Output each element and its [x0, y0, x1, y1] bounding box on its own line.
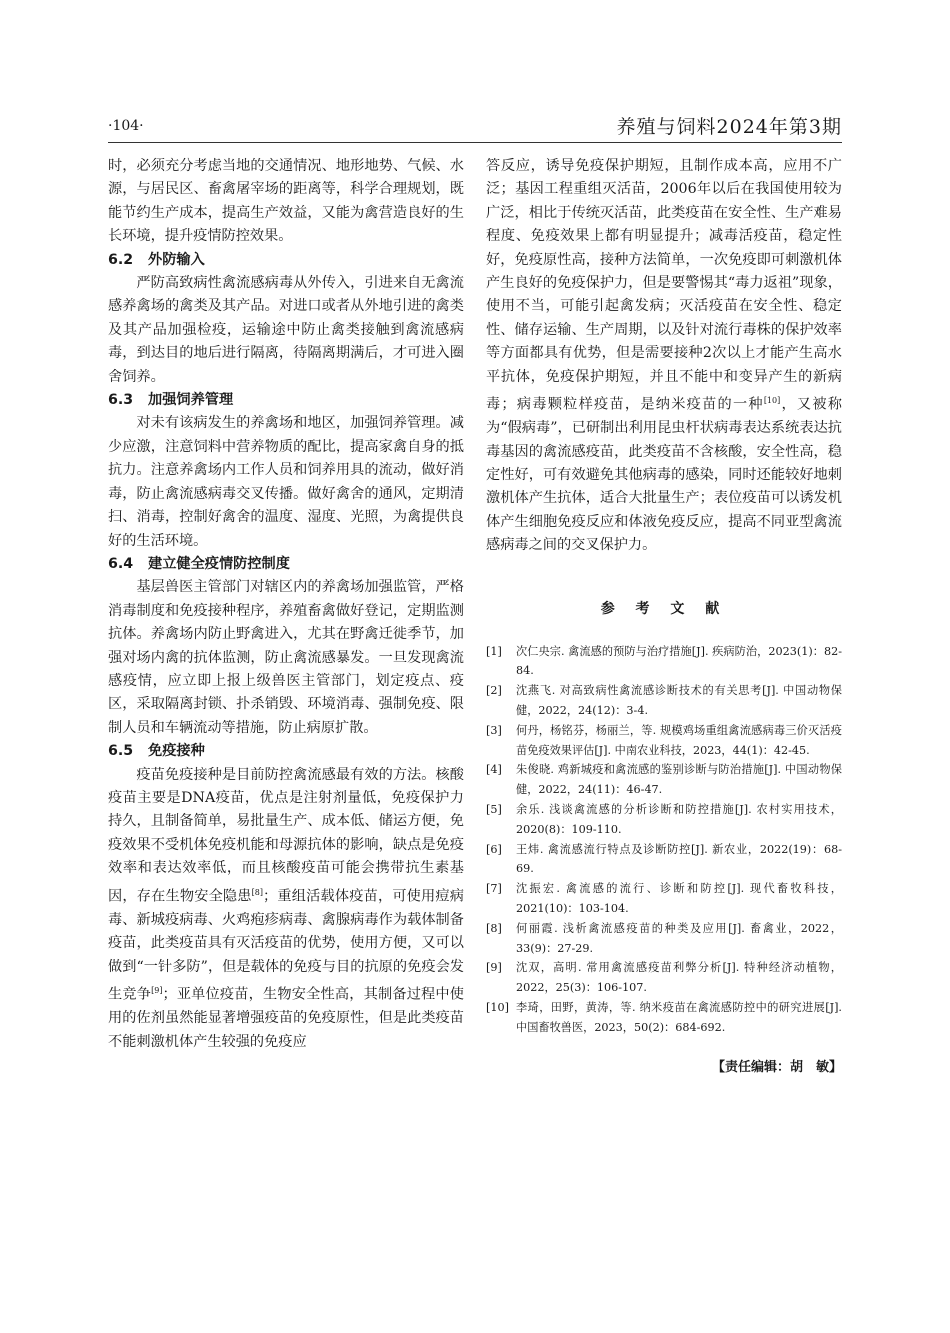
section-heading-6-4: [108, 553, 464, 576]
reference-item: [486, 919, 842, 959]
reference-list: [486, 642, 842, 1038]
paragraph: [486, 155, 842, 558]
section-title: 建立健全疫情防控制度: [148, 555, 290, 572]
paragraph: 基层兽医主管部门对辖区内的养禽场加强监管，严格消毒制度和免疫接种程序，养殖畜禽做好登记，定期监测抗体。养禽场内防止野禽进入，尤其在野禽迁徙季节，加强对场内禽的抗体监测，防止禽流感暴发。一旦发现禽流感疫情，应立即上报上级兽医主管部门，划定疫点、疫区，采取隔离封锁、扑杀销毁、环境消毒、强制免疫、限制人员和车辆流动等措施，防止病原扩散。: [108, 579, 464, 736]
section-number: 6.3: [108, 392, 134, 409]
reference-number: [2]: [486, 684, 502, 698]
citation: [10]: [763, 396, 781, 406]
reference-number: [4]: [486, 763, 502, 777]
reference-number: [3]: [486, 723, 502, 737]
right-column: [486, 155, 842, 1075]
paragraph: 时，必须充分考虑当地的交通情况、地形地势、气候、水源，与居民区、畜禽屠宰场的距离等，科学合理规划，既能节约生产成本，提高生产效益，又能为禽营造良好的生长环境，提升疫情防控效果。: [108, 158, 464, 245]
reference-text: 沈燕飞. 对高致病性禽流感诊断技术的有关思考[J]. 中国动物保健，2022，24(12)：3-4.: [516, 684, 842, 718]
text-run: ；亚单位疫苗，生物安全性高，其制备过程中使用的佐剂虽然能显著增强疫苗的免疫原性，但是此类疫苗不能刺激机体产生较强的免疫应: [108, 986, 464, 1050]
reference-item: [486, 760, 842, 800]
section-title: 免疫接种: [148, 743, 205, 760]
reference-text: 沈双，高明. 常用禽流感疫苗利弊分析[J]. 特种经济动植物，2022，25(3)：106-107.: [516, 961, 842, 995]
reference-number: [9]: [486, 961, 502, 975]
section-title: 加强饲养管理: [148, 392, 234, 409]
left-column: [108, 155, 464, 1054]
paragraph: 严防高致病性禽流感病毒从外传入，引进来自无禽流感养禽场的禽类及其产品。对进口或者从外地引进的禽类及其产品加强检疫，运输途中防止禽类接触到禽流感病毒，到达目的地后进行隔离，待隔离期满后，才可进入圈舍饲养。: [108, 275, 464, 385]
reference-number: [1]: [486, 644, 502, 658]
paragraph: 对未有该病发生的养禽场和地区，加强饲养管理。减少应激，注意饲料中营养物质的配比，提高家禽自身的抵抗力。注意养禽场内工作人员和饲养用具的流动，做好消毒，防止禽流感病毒交叉传播。做好禽舍的通风，定期清扫、消毒，控制好禽舍的温度、湿度、光照，为禽提供良好的生活环境。: [108, 415, 464, 549]
reference-text: 余乐. 浅谈禽流感的分析诊断和防控措施[J]. 农村实用技术，2020(8)：109-110.: [516, 803, 842, 836]
reference-text: 次仁央宗. 禽流感的预防与治疗措施[J]. 疾病防治，2023(1)：82-84.: [516, 644, 842, 678]
reference-item: [486, 998, 842, 1038]
reference-text: 朱俊晓. 鸡新城疫和禽流感的鉴别诊断与防治措施[J]. 中国动物保健，2022，24(11)：46-47.: [516, 763, 842, 797]
journal-title: 养殖与饲料2024年第3期: [616, 116, 842, 138]
reference-item: [486, 800, 842, 840]
section-title: 外防输入: [148, 251, 205, 268]
section-number: 6.4: [108, 555, 134, 572]
section-heading-6-5: [108, 740, 464, 763]
reference-number: [6]: [486, 842, 502, 856]
page-header: [108, 112, 842, 143]
reference-text: 王炜. 禽流感流行特点及诊断防控[J]. 新农业，2022(19)：68-69.: [516, 842, 842, 876]
reference-item: [486, 681, 842, 721]
page-number: ·104·: [108, 118, 144, 134]
text-run: 疫苗免疫接种是目前防控禽流感最有效的方法。核酸疫苗主要是DNA疫苗，优点是注射剂量低，免疫保护力持久，且制备简单，易批量生产、成本低、储运方便，免疫效果不受机体免疫机能和母源抗体的影响，缺点是免疫效率和表达效率低，而且核酸疫苗可能会携带抗生素基因，存在生物安全隐患: [108, 766, 464, 905]
reference-item: [486, 642, 842, 682]
section-number: 6.2: [108, 251, 134, 268]
reference-text: 何丽霞. 浅析禽流感疫苗的种类及应用[J]. 畜禽业，2022，33(9)：27-29.: [516, 921, 842, 955]
section-heading-6-2: [108, 249, 464, 272]
reference-number: [10]: [486, 1000, 509, 1014]
reference-number: [5]: [486, 803, 502, 817]
reference-item: [486, 958, 842, 998]
reference-number: [8]: [486, 921, 502, 935]
reference-text: 何丹，杨铭芬，杨丽兰，等. 规模鸡场重组禽流感病毒三价灭活疫苗免疫效果评估[J]. 中南农业科技，2023，44(1)：42-45.: [516, 723, 842, 757]
paragraph: [108, 764, 464, 1054]
reference-item: [486, 721, 842, 761]
references-title: 参 考 文 献: [600, 600, 728, 617]
reference-text: 李琦，田野，黄涛，等. 纳米疫苗在禽流感防控中的研究进展[J]. 中国畜牧兽医，2023，50(2)：684-692.: [516, 1000, 842, 1034]
section-number: 6.5: [108, 743, 134, 760]
text-run: 答反应，诱导免疫保护期短，且制作成本高，应用不广泛；基因工程重组灭活苗，2006年以后在我国使用较为广泛，相比于传统灭活苗，此类疫苗在安全性、生产难易程度、免疫效果上都有明显提升；减毒活疫苗，稳定性好，免疫原性高，接种方法简单，一次免疫即可刺激机体产生良好的免疫保护力，但是要警惕其“毒力返祖”现象，使用不当，可能引起禽发病；灭活疫苗在安全性、稳定性、储存运输、生产周期，以及针对流行毒株的保护效率等方面都具有优势，但是需要接种2次以上才能产生高水平抗体，免疫保护期短，并且不能中和变异产生的新病毒；病毒颗粒样疫苗，是纳米疫苗的一种: [486, 158, 842, 413]
citation: [9]: [151, 985, 163, 995]
reference-item: [486, 840, 842, 880]
text-run: ；重组活载体疫苗，可使用痘病毒、新城疫病毒、火鸡疱疹病毒、禽腺病毒作为载体制备疫苗，此类疫苗具有灭活疫苗的优势，使用方便，又可以做到“一针多防”，但是载体的免疫与目的抗原的免疫会发生竞争: [108, 888, 464, 1003]
citation: [8]: [251, 887, 264, 897]
reference-number: [7]: [486, 882, 502, 896]
reference-text: 沈振宏. 禽流感的流行、诊断和防控[J]. 现代畜牧科技，2021(10)：103-104.: [516, 882, 842, 915]
reference-item: [486, 879, 842, 919]
text-run: ，又被称为“假病毒”，已研制出利用昆虫杆状病毒表达系统表达抗毒基因的禽流感疫苗，此类疫苗不含核酸，安全性高，稳定性好，可有效避免其他病毒的感染，同时还能较好地刺激机体产生抗体，适合大批量生产；表位疫苗可以诱发机体产生细胞免疫反应和体液免疫反应，提高不同亚型禽流感病毒之间的交叉保护力。: [486, 396, 842, 554]
section-heading-6-3: [108, 389, 464, 412]
responsible-editor: 【责任编辑：胡 敏】: [711, 1059, 842, 1075]
